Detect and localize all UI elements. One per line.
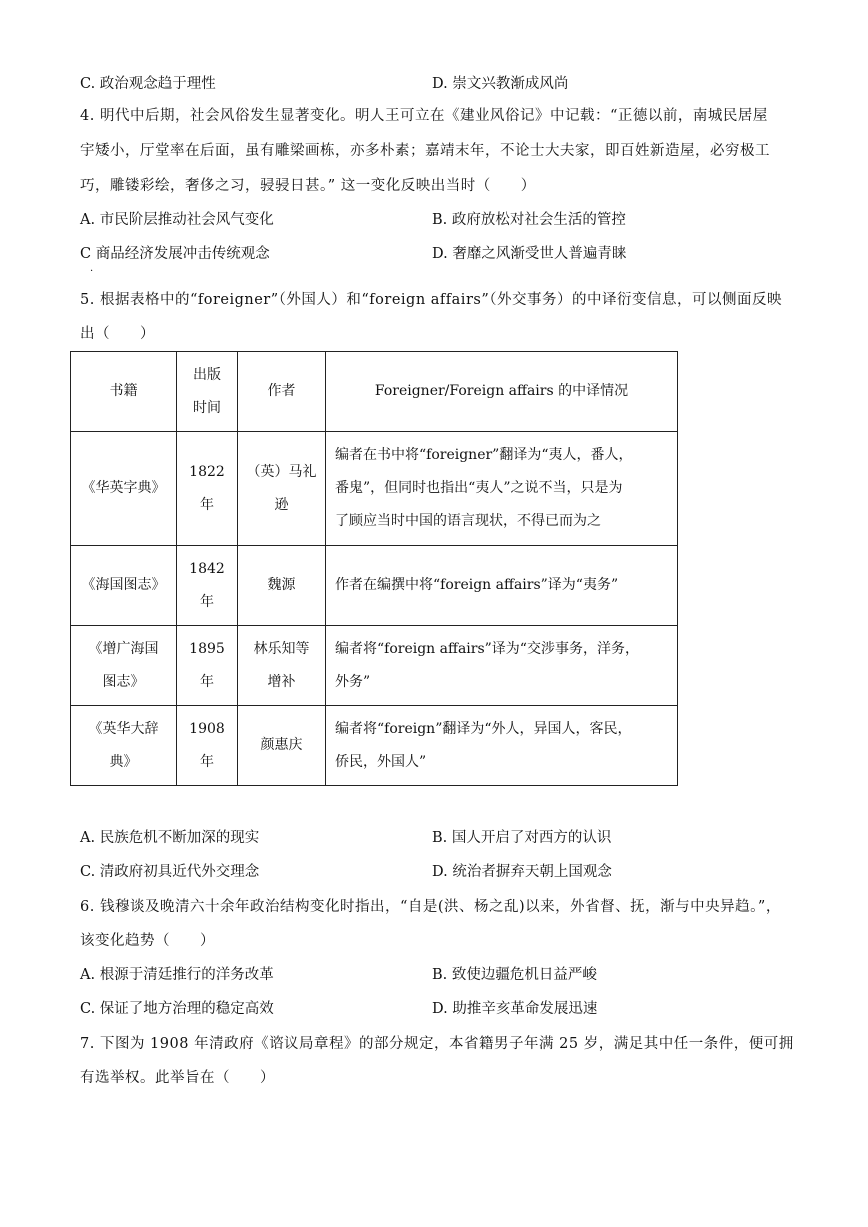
q5-option-c[interactable]: C. 清政府初具近代外交理念 — [80, 864, 260, 880]
table-row — [71, 546, 678, 626]
cell-year-line: 1842 — [189, 560, 225, 577]
cell-author — [238, 432, 326, 546]
q7-stem-line-2: 有选举权。此举旨在（ ） — [80, 1070, 275, 1086]
cell-desc-line: 侨民，外国人” — [335, 753, 427, 770]
cell-book — [71, 432, 177, 546]
q6-stem-line-2: 该变化趋势（ ） — [80, 933, 215, 949]
cell-author-line: 魏源 — [267, 577, 296, 593]
cell-author — [238, 626, 326, 706]
q6-option-d[interactable]: D. 助推辛亥革命发展迅速 — [432, 1001, 598, 1017]
q6-stem-line-1: 6. 钱穆谈及晚清六十余年政治结构变化时指出，“自是(洪、杨之乱)以来，外省督、抚，渐与中央异趋。”， — [80, 899, 781, 915]
q5-translation-table — [70, 351, 678, 786]
cell-year-line: 年 — [200, 673, 214, 690]
table-row — [71, 626, 678, 706]
q5-option-d[interactable]: D. 统治者摒弃天朝上国观念 — [432, 864, 612, 880]
cell-year-line: 年 — [200, 753, 214, 770]
q5-stem-line-1: 5. 根据表格中的“foreigner”（外国人）和“foreign affairs”（外交事务）的中译衍变信息，可以侧面反映 — [80, 292, 782, 308]
cell-year-line: 年 — [200, 593, 214, 610]
header-book: 书籍 — [71, 352, 177, 432]
cell-year — [177, 626, 238, 706]
header-year-line-1: 出版 — [193, 366, 221, 383]
q7-stem-line-1: 7. 下图为 1908 年清政府《谘议局章程》的部分规定，本省籍男子年满 25 岁，满足其中任一条件，便可拥 — [80, 1036, 794, 1052]
cell-author — [238, 546, 326, 626]
cell-year-line: 年 — [200, 496, 214, 513]
q6-option-b[interactable]: B. 致使边疆危机日益严峻 — [432, 967, 597, 983]
cell-author-line: 增补 — [267, 673, 296, 690]
cell-book-line: 《海国图志》 — [81, 577, 166, 593]
cell-year-line: 1895 — [189, 640, 225, 657]
header-author: 作者 — [238, 352, 326, 432]
table-row — [71, 432, 678, 546]
q4-option-b[interactable]: B. 政府放松对社会生活的管控 — [432, 212, 626, 228]
cell-year — [177, 432, 238, 546]
cell-desc-line: 了顾应当时中国的语言现状，不得已而为之 — [335, 513, 601, 529]
cell-year — [177, 546, 238, 626]
q3-option-c[interactable]: C. 政治观念趋于理性 — [80, 76, 216, 92]
header-desc: Foreigner/Foreign affairs 的中译情况 — [326, 352, 678, 432]
cell-book-line: 《增广海国 — [88, 640, 159, 657]
cell-book — [71, 626, 177, 706]
cell-author-line: 林乐知等 — [253, 640, 310, 657]
cell-desc-line: 编者将“foreign affairs”译为“交涉事务，洋务， — [335, 640, 639, 657]
cell-desc-line: 作者在编撰中将“foreign affairs”译为“夷务” — [335, 577, 619, 593]
q4-stem-line-1: 4. 明代中后期，社会风俗发生显著变化。明人王可立在《建业风俗记》中记载：“正德以前，南城民居屋 — [80, 108, 768, 124]
stray-mark: · — [90, 266, 94, 277]
cell-book — [71, 706, 177, 786]
cell-book-line: 《华英字典》 — [81, 480, 166, 496]
table-row — [71, 706, 678, 786]
cell-desc-line: 编者将“foreign”翻译为“外人，异国人，客民， — [335, 720, 632, 737]
cell-book-line: 《英华大辞 — [88, 720, 159, 737]
cell-desc — [326, 626, 678, 706]
cell-book-line: 典》 — [109, 753, 138, 770]
table-header-row — [71, 352, 678, 432]
q4-stem-line-3: 巧，雕镂彩绘，奢侈之习，骎骎日甚。” 这一变化反映出当时（ ） — [80, 178, 536, 194]
cell-desc — [326, 432, 678, 546]
q5-option-b[interactable]: B. 国人开启了对西方的认识 — [432, 830, 612, 846]
q5-stem-line-2: 出（ ） — [80, 326, 155, 342]
cell-author-line: 颜惠庆 — [260, 737, 303, 753]
cell-desc — [326, 546, 678, 626]
cell-desc-line: 外务” — [335, 673, 371, 690]
cell-author-line: （英）马礼 — [246, 463, 317, 480]
header-year-line-2: 时间 — [193, 399, 221, 416]
q4-option-d[interactable]: D. 奢靡之风渐受世人普遍青睐 — [432, 246, 627, 262]
q4-stem-line-2: 宇矮小，厅堂率在后面，虽有雕梁画栋，亦多朴素；嘉靖末年，不论士大夫家，即百姓新造屋，必穷极工 — [80, 143, 770, 159]
cell-book-line: 图志》 — [102, 673, 145, 690]
cell-book — [71, 546, 177, 626]
cell-author-line: 逊 — [274, 496, 289, 513]
cell-year-line: 1908 — [189, 720, 225, 737]
q5-option-a[interactable]: A. 民族危机不断加深的现实 — [80, 830, 260, 846]
cell-desc-line: 编者在书中将“foreigner”翻译为“夷人，番人， — [335, 447, 633, 463]
q4-option-a[interactable]: A. 市民阶层推动社会风气变化 — [80, 212, 274, 228]
q4-option-c[interactable]: C 商品经济发展冲击传统观念 — [80, 246, 270, 262]
header-year — [177, 352, 238, 432]
cell-author — [238, 706, 326, 786]
cell-year-line: 1822 — [189, 463, 225, 480]
q3-option-d[interactable]: D. 崇文兴教渐成风尚 — [432, 76, 569, 92]
cell-year — [177, 706, 238, 786]
q6-option-c[interactable]: C. 保证了地方治理的稳定高效 — [80, 1001, 274, 1017]
cell-desc-line: 番鬼”，但同时也指出“夷人”之说不当，只是为 — [335, 480, 623, 496]
q6-option-a[interactable]: A. 根源于清廷推行的洋务改革 — [80, 967, 274, 983]
cell-desc — [326, 706, 678, 786]
